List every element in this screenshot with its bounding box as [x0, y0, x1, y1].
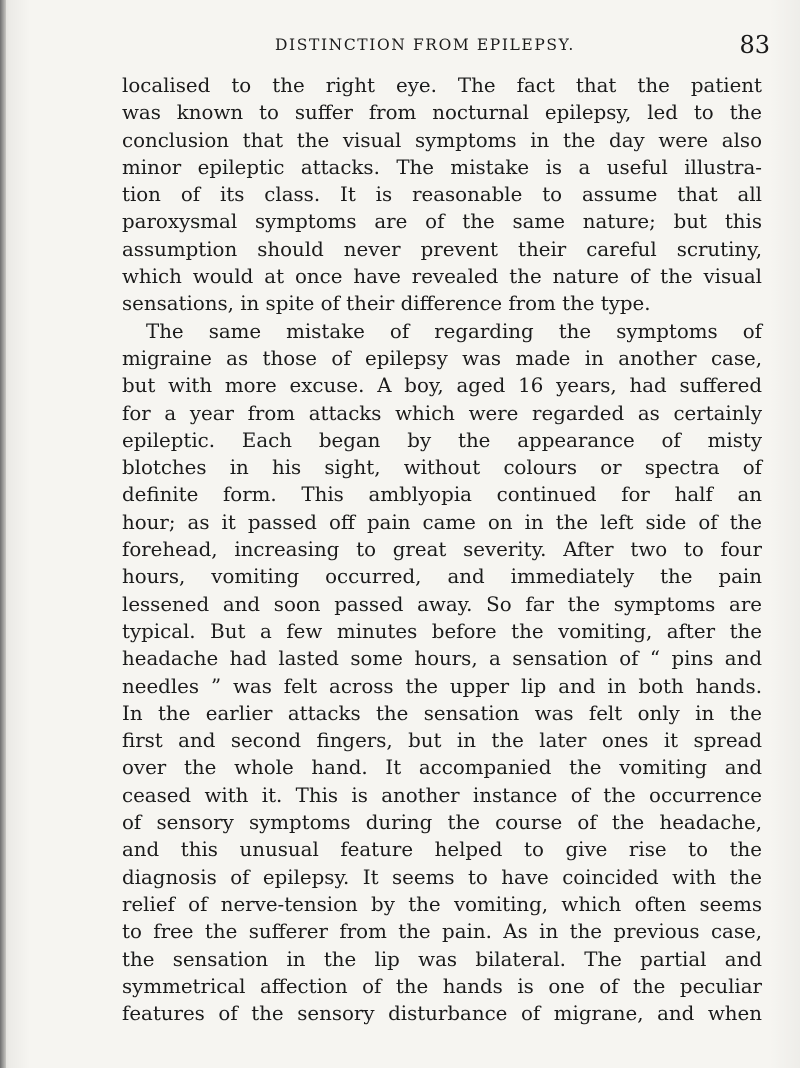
paragraph-start-line: The same mistake of regarding the symptoms of: [146, 319, 762, 343]
page-number: 83: [739, 31, 770, 59]
text-line: definite form. This amblyopia continued for half an: [122, 483, 762, 507]
text-line: assumption should never prevent their careful scrutiny,: [122, 237, 762, 261]
text-line: to free the sufferer from the pain. As in the previous case,: [122, 920, 762, 944]
body-text: [122, 72, 762, 1027]
text-line: paroxysmal symptoms are of the same nature; but this: [122, 210, 762, 234]
text-line: In the earlier attacks the sensation was felt only in the: [122, 701, 762, 725]
text-line: over the whole hand. It accompanied the vomiting and: [122, 756, 762, 780]
text-line: headache had lasted some hours, a sensation of “ pins and: [122, 647, 762, 671]
text-line: which would at once have revealed the nature of the visual: [122, 265, 762, 289]
text-line: tion of its class. It is reasonable to assume that all: [122, 183, 762, 207]
text-line: first and second fingers, but in the later ones it spread: [122, 729, 762, 753]
text-line: symmetrical affection of the hands is one of the peculiar: [122, 974, 762, 998]
text-line: lessened and soon passed away. So far the symptoms are: [122, 592, 762, 616]
text-line: hours, vomiting occurred, and immediately the pain: [122, 565, 762, 589]
text-line: minor epileptic attacks. The mistake is a useful illustra-: [122, 155, 762, 179]
paragraph-end-line: sensations, in spite of their difference from the type.: [122, 292, 651, 316]
text-line: of sensory symptoms during the course of the headache,: [122, 811, 762, 835]
text-line: localised to the right eye. The fact that the patient: [122, 74, 762, 97]
running-title: DISTINCTION FROM EPILEPSY.: [275, 36, 575, 54]
text-line: for a year from attacks which were regarded as certainly: [122, 401, 762, 425]
text-line: was known to suffer from nocturnal epilepsy, led to the: [122, 101, 762, 125]
text-line: features of the sensory disturbance of migrane, and when: [122, 1002, 762, 1026]
text-line: blotches in his sight, without colours or spectra of: [122, 456, 762, 480]
text-line: ceased with it. This is another instance of the occurrence: [122, 783, 762, 807]
text-line: migraine as those of epilepsy was made in another case,: [122, 346, 762, 370]
text-line: diagnosis of epilepsy. It seems to have coincided with the: [122, 865, 762, 889]
text-line: and this unusual feature helped to give rise to the: [122, 838, 762, 862]
text-line: the sensation in the lip was bilateral. The partial and: [122, 947, 762, 971]
text-line: but with more excuse. A boy, aged 16 years, had suffered: [122, 374, 762, 398]
text-line: epileptic. Each began by the appearance of misty: [122, 428, 762, 452]
text-line: forehead, increasing to great severity. After two to four: [122, 538, 762, 562]
text-line: needles ” was felt across the upper lip and in both hands.: [122, 674, 762, 698]
text-line: conclusion that the visual symptoms in the day were also: [122, 128, 762, 152]
text-line: relief of nerve-tension by the vomiting, which often seems: [122, 892, 762, 916]
running-head: [120, 30, 770, 60]
spine-shadow: [0, 0, 6, 1068]
text-line: typical. But a few minutes before the vomiting, after the: [122, 619, 762, 643]
text-line: hour; as it passed off pain came on in the left side of the: [122, 510, 762, 534]
